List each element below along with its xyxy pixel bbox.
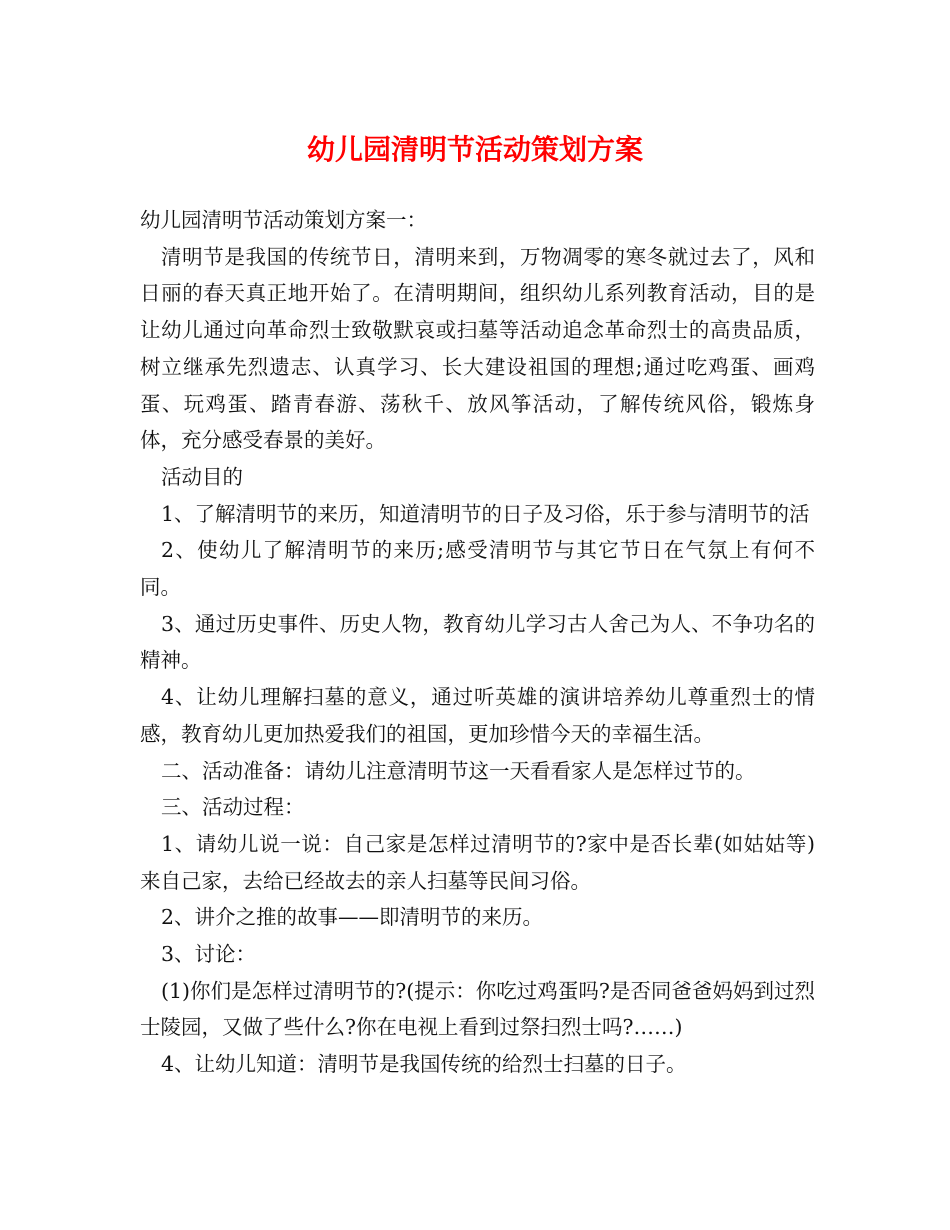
goal-item-4: 4、让幼儿理解扫墓的意义，通过听英雄的演讲培养幼儿尊重烈士的情感，教育幼儿更加热爱我们的祖国，更加珍惜今天的幸福生活。	[140, 685, 815, 746]
document-title: 幼儿园清明节活动策划方案	[306, 133, 643, 166]
goal-item-3: 3、通过历史事件、历史人物，教育幼儿学习古人舍己为人、不争功名的精神。	[140, 611, 815, 673]
process-step-2: 2、讲介之推的故事——即清明节的来历。	[161, 905, 544, 930]
goal-item-2: 2、使幼儿了解清明节的来历;感受清明节与其它节日在气氛上有何不同。	[140, 538, 815, 600]
document-body	[140, 202, 815, 1083]
section-heading-process: 三、活动过程：	[161, 795, 305, 820]
section-preparation: 二、活动准备：请幼儿注意清明节这一天看看家人是怎样过节的。	[161, 758, 756, 783]
section-heading-goals: 活动目的	[161, 464, 243, 489]
body-paragraph-intro: 清明节是我国的传统节日，清明来到，万物凋零的寒冬就过去了，风和日丽的春天真正地开始了。在清明期间，组织幼儿系列教育活动，目的是让幼儿通过向革命烈士致敬默哀或扫墓等活动追念革命烈士的高贵品质，树立继承先烈遗志、认真学习、长大建设祖国的理想;通过吃鸡蛋、画鸡蛋、玩鸡蛋、踏青春游、荡秋千、放风筝活动，了解传统风俗，锻炼身体，充分感受春景的美好。	[140, 244, 815, 453]
process-step-4: 4、让幼儿知道：清明节是我国传统的给烈士扫墓的日子。	[161, 1052, 687, 1077]
body-paragraph-heading: 幼儿园清明节活动策划方案一：	[140, 208, 427, 232]
goal-item-1: 1、了解清明节的来历，知道清明节的日子及习俗，乐于参与清明节的活	[161, 501, 810, 526]
discussion-item-1: (1)你们是怎样过清明节的?(提示：你吃过鸡蛋吗?是否同爸爸妈妈到过烈士陵园，又做了些什么?你在电视上看到过祭扫烈士吗?……)	[140, 978, 815, 1040]
process-step-3: 3、讨论：	[161, 942, 257, 967]
process-step-1: 1、请幼儿说一说：自己家是怎样过清明节的?家中是否长辈(如姑姑等)来自己家，去给已经故去的亲人扫墓等民间习俗。	[140, 831, 815, 893]
